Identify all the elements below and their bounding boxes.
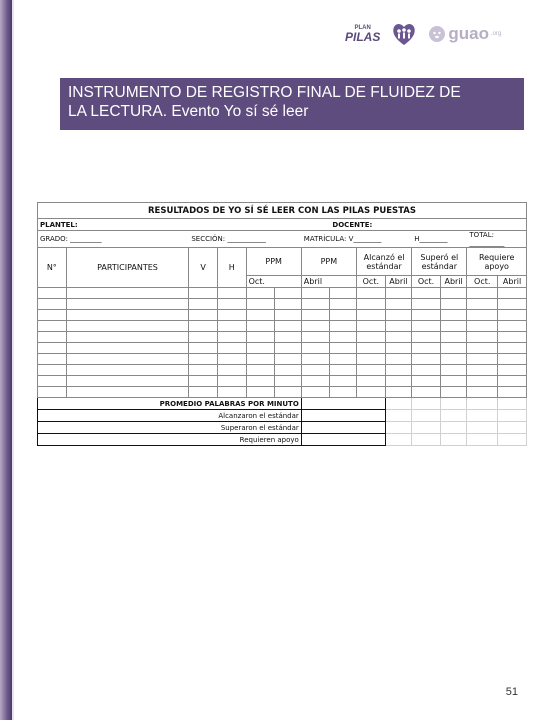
table-cell <box>467 365 498 376</box>
seccion-label: SECCIÓN: ___________ <box>189 231 301 248</box>
table-cell <box>412 332 441 343</box>
table-cell <box>385 299 412 310</box>
table-cell <box>301 365 330 376</box>
table-cell <box>38 299 67 310</box>
table-cell <box>440 376 467 387</box>
supero-abril: Abril <box>440 276 467 288</box>
table-cell <box>246 332 275 343</box>
table-cell <box>275 288 302 299</box>
table-cell <box>385 376 412 387</box>
table-cell <box>217 376 246 387</box>
table-cell <box>301 321 330 332</box>
table-cell <box>275 354 302 365</box>
table-row <box>38 332 527 343</box>
table-cell <box>275 376 302 387</box>
table-cell <box>498 299 527 310</box>
table-cell <box>246 343 275 354</box>
table-cell <box>330 343 357 354</box>
table-cell <box>498 310 527 321</box>
plan-pilas-logo <box>345 25 380 43</box>
table-cell <box>189 321 218 332</box>
table-cell <box>330 332 357 343</box>
table-cell <box>301 376 330 387</box>
ppm2-abril: Abril <box>301 276 356 288</box>
requiere-abril: Abril <box>498 276 527 288</box>
table-cell <box>498 387 527 398</box>
table-cell <box>217 387 246 398</box>
grado-label: GRADO: _________ <box>38 231 189 248</box>
heart-people-logo-icon <box>390 20 418 48</box>
results-table <box>37 202 527 446</box>
table-cell <box>301 387 330 398</box>
table-cell <box>357 332 386 343</box>
col-v-header: V <box>189 248 218 288</box>
table-row <box>38 310 527 321</box>
table-cell <box>275 310 302 321</box>
table-cell <box>357 376 386 387</box>
table-row <box>38 365 527 376</box>
title-line-2: LA LECTURA. Evento Yo sí sé leer <box>68 103 309 120</box>
table-cell <box>330 365 357 376</box>
table-cell <box>66 299 189 310</box>
summary-superaron: Superaron el estándar <box>38 422 302 434</box>
table-cell <box>301 332 330 343</box>
summary-alcanzaron: Alcanzaron el estándar <box>38 410 302 422</box>
table-cell <box>217 343 246 354</box>
table-cell <box>66 354 189 365</box>
h-label: H________ <box>412 231 467 248</box>
table-cell <box>275 387 302 398</box>
table-cell <box>246 376 275 387</box>
table-cell <box>385 321 412 332</box>
table-cell <box>301 343 330 354</box>
table-cell <box>66 321 189 332</box>
supero-oct: Oct. <box>412 276 441 288</box>
table-cell <box>357 288 386 299</box>
participant-rows <box>38 288 527 398</box>
table-cell <box>498 332 527 343</box>
table-cell <box>412 365 441 376</box>
col-h-header: H <box>217 248 246 288</box>
plantel-label: PLANTEL: <box>38 219 330 231</box>
table-cell <box>189 288 218 299</box>
table-cell <box>38 321 67 332</box>
table-cell <box>440 365 467 376</box>
table-row <box>38 288 527 299</box>
table-cell <box>467 376 498 387</box>
table-cell <box>66 332 189 343</box>
table-cell <box>412 387 441 398</box>
summary-alcanzaron-value <box>301 410 385 422</box>
form-heading: RESULTADOS DE YO SÍ SÉ LEER CON LAS PILAS PUESTAS <box>38 203 527 219</box>
table-cell <box>467 288 498 299</box>
table-cell <box>467 310 498 321</box>
col-ppm2-header: PPM <box>301 248 356 276</box>
table-cell <box>38 376 67 387</box>
table-cell <box>467 299 498 310</box>
table-cell <box>330 288 357 299</box>
requiere-oct: Oct. <box>467 276 498 288</box>
col-requiere-line2: apoyo <box>484 261 509 271</box>
table-cell <box>357 310 386 321</box>
table-cell <box>246 288 275 299</box>
table-cell <box>301 354 330 365</box>
table-cell <box>498 376 527 387</box>
table-cell <box>246 387 275 398</box>
table-cell <box>38 332 67 343</box>
col-requiere-header <box>467 248 527 276</box>
table-cell <box>330 310 357 321</box>
table-cell <box>66 288 189 299</box>
table-cell <box>440 310 467 321</box>
col-supero-header <box>412 248 467 276</box>
table-cell <box>38 354 67 365</box>
table-cell <box>330 321 357 332</box>
table-cell <box>385 387 412 398</box>
summary-superaron-value <box>301 422 385 434</box>
table-cell <box>440 321 467 332</box>
table-cell <box>246 321 275 332</box>
table-cell <box>217 332 246 343</box>
table-cell <box>246 365 275 376</box>
table-cell <box>412 288 441 299</box>
table-cell <box>66 387 189 398</box>
summary-promedio: PROMEDIO PALABRAS POR MINUTO <box>38 398 302 410</box>
table-cell <box>412 343 441 354</box>
matricula-label: MATRÍCULA: V________ <box>301 231 411 248</box>
ppm1-oct: Oct. <box>246 276 301 288</box>
table-cell <box>38 343 67 354</box>
side-edge <box>12 0 14 720</box>
table-cell <box>246 310 275 321</box>
table-cell <box>412 310 441 321</box>
table-cell <box>38 365 67 376</box>
table-cell <box>385 332 412 343</box>
table-cell <box>275 343 302 354</box>
table-cell <box>467 343 498 354</box>
table-cell <box>275 321 302 332</box>
col-supero-line1: Superó el <box>420 252 459 262</box>
table-cell <box>66 310 189 321</box>
table-row <box>38 343 527 354</box>
table-cell <box>385 354 412 365</box>
table-cell <box>217 288 246 299</box>
col-alcanzo-line1: Alcanzó el <box>363 252 405 262</box>
table-cell <box>189 299 218 310</box>
table-cell <box>467 332 498 343</box>
table-cell <box>498 354 527 365</box>
table-cell <box>275 299 302 310</box>
col-requiere-line1: Requiere <box>478 252 515 262</box>
table-cell <box>385 343 412 354</box>
table-cell <box>498 321 527 332</box>
table-cell <box>189 376 218 387</box>
table-cell <box>412 376 441 387</box>
summary-requieren-value <box>301 434 385 446</box>
table-cell <box>217 299 246 310</box>
table-cell <box>330 376 357 387</box>
table-cell <box>189 332 218 343</box>
table-cell <box>66 365 189 376</box>
table-cell <box>385 365 412 376</box>
table-cell <box>467 321 498 332</box>
table-cell <box>498 343 527 354</box>
table-cell <box>189 387 218 398</box>
table-cell <box>330 299 357 310</box>
table-cell <box>217 321 246 332</box>
table-cell <box>189 343 218 354</box>
table-cell <box>189 365 218 376</box>
table-cell <box>357 354 386 365</box>
table-cell <box>38 288 67 299</box>
table-cell <box>440 387 467 398</box>
table-cell <box>330 387 357 398</box>
summary-promedio-value <box>301 398 385 410</box>
total-label: TOTAL: __________ <box>467 231 527 248</box>
table-cell <box>498 288 527 299</box>
table-cell <box>412 354 441 365</box>
results-form <box>37 202 527 446</box>
title-line-1: INSTRUMENTO DE REGISTRO FINAL DE FLUIDEZ DE <box>68 84 461 101</box>
table-cell <box>275 332 302 343</box>
table-row <box>38 376 527 387</box>
table-cell <box>301 299 330 310</box>
table-cell <box>217 310 246 321</box>
table-cell <box>66 376 189 387</box>
table-cell <box>385 310 412 321</box>
table-row <box>38 354 527 365</box>
table-cell <box>412 321 441 332</box>
col-alcanzo-header <box>357 248 412 276</box>
table-cell <box>246 299 275 310</box>
table-cell <box>440 343 467 354</box>
table-cell <box>357 365 386 376</box>
table-cell <box>189 310 218 321</box>
alcanzo-abril: Abril <box>385 276 412 288</box>
table-cell <box>357 321 386 332</box>
table-cell <box>440 299 467 310</box>
table-row <box>38 321 527 332</box>
table-cell <box>385 288 412 299</box>
col-participantes-header: PARTICIPANTES <box>66 248 189 288</box>
table-cell <box>189 354 218 365</box>
col-n-header: N° <box>38 248 67 288</box>
table-cell <box>301 310 330 321</box>
col-ppm1-header: PPM <box>246 248 301 276</box>
logo-strip <box>345 16 501 52</box>
side-bar <box>0 0 12 720</box>
table-cell <box>275 365 302 376</box>
guao-dog-icon <box>428 25 446 43</box>
table-cell <box>440 354 467 365</box>
guao-logo <box>428 24 501 44</box>
guao-logo-text: guao <box>448 24 489 43</box>
alcanzo-oct: Oct. <box>357 276 386 288</box>
table-cell <box>357 299 386 310</box>
table-cell <box>217 354 246 365</box>
table-row <box>38 387 527 398</box>
page-number: 51 <box>505 686 518 698</box>
table-cell <box>357 387 386 398</box>
plan-pilas-logo-line2: PILAS <box>345 30 381 44</box>
table-cell <box>38 387 67 398</box>
table-cell <box>467 387 498 398</box>
table-cell <box>330 354 357 365</box>
table-cell <box>301 288 330 299</box>
guao-logo-suffix: .org <box>490 31 502 37</box>
table-cell <box>357 343 386 354</box>
table-cell <box>440 332 467 343</box>
col-alcanzo-line2: estándar <box>366 261 402 271</box>
table-cell <box>66 343 189 354</box>
title-banner <box>60 78 524 130</box>
table-cell <box>412 299 441 310</box>
table-cell <box>498 365 527 376</box>
plan-pilas-logo-line1: PLAN <box>354 25 371 31</box>
table-cell <box>38 310 67 321</box>
table-cell <box>467 354 498 365</box>
table-cell <box>440 288 467 299</box>
table-row <box>38 299 527 310</box>
table-cell <box>217 365 246 376</box>
docente-label: DOCENTE: <box>330 219 527 231</box>
summary-requieren: Requieren apoyo <box>38 434 302 446</box>
col-supero-line2: estándar <box>421 261 458 271</box>
table-cell <box>246 354 275 365</box>
